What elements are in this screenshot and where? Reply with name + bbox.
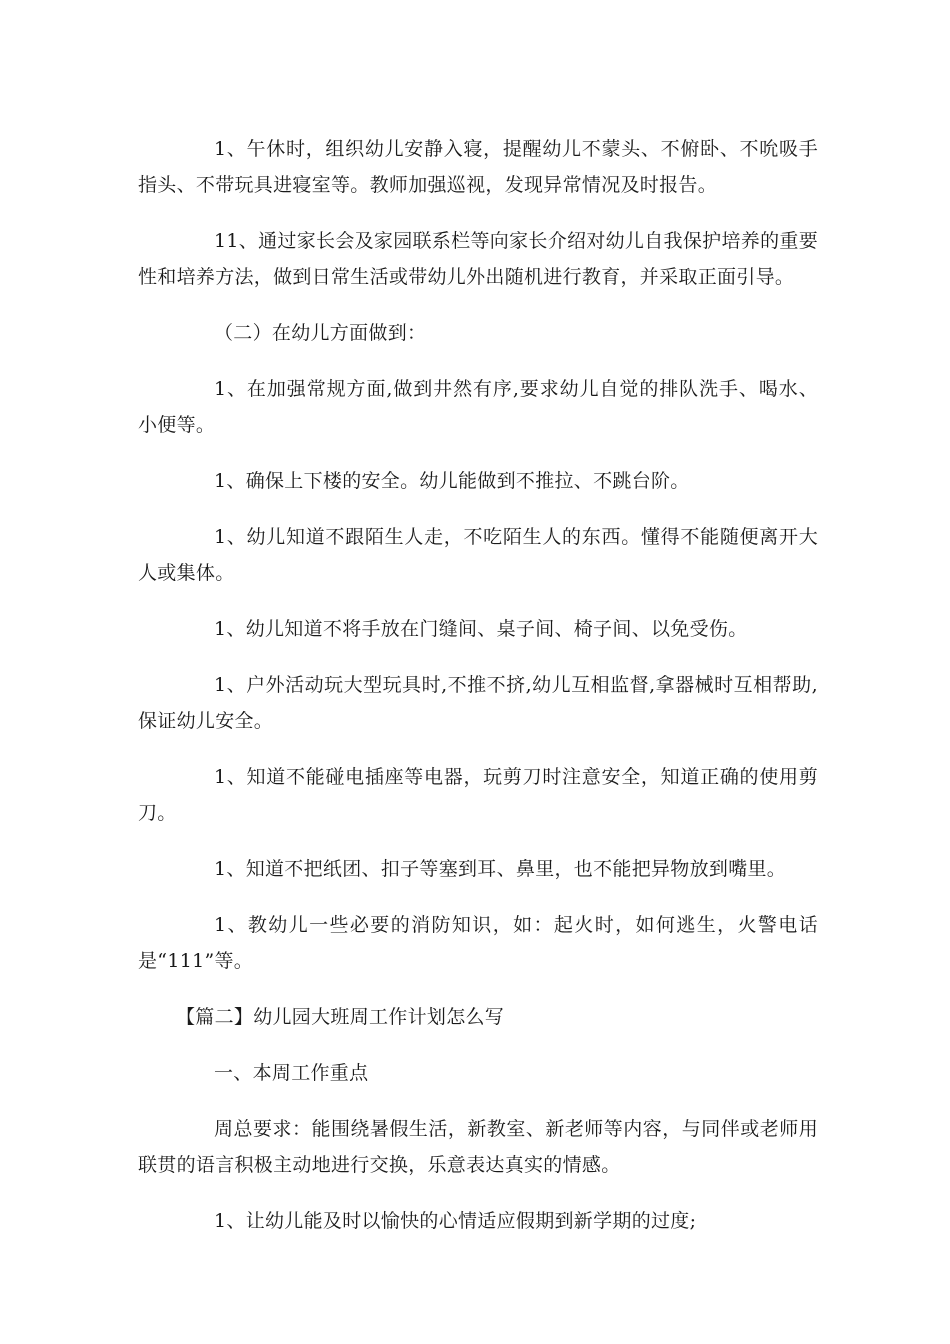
paragraph-adapt-new-term: 1、让幼儿能及时以愉快的心情适应假期到新学期的过度;	[214, 1210, 697, 1232]
paragraph-stairs: 1、确保上下楼的安全。幼儿能做到不推拉、不跳台阶。	[214, 470, 690, 492]
paragraph-children-heading: （二）在幼儿方面做到：	[214, 322, 427, 344]
paragraph-electrical-scissors: 1、知道不能碰电插座等电器，玩剪刀时注意安全，知道正确的使用剪刀。	[138, 766, 818, 824]
document-body	[138, 131, 818, 1259]
paragraph-nap-safety: 1、午休时，组织幼儿安静入寝，提醒幼儿不蒙头、不俯卧、不吮吸手指头、不带玩具进寝室等。教师加强巡视，发现异常情况及时报告。	[138, 138, 818, 196]
paragraph-parent-communication: 11、通过家长会及家园联系栏等向家长介绍对幼儿自我保护培养的重要性和培养方法，做到日常生活或带幼儿外出随机进行教育，并采取正面引导。	[138, 230, 818, 288]
paragraph-weekly-focus-heading: 一、本周工作重点	[214, 1062, 369, 1084]
paragraph-fire-safety: 1、教幼儿一些必要的消防知识，如：起火时，如何逃生，火警电话是“111”等。	[138, 914, 818, 972]
paragraph-door-gaps: 1、幼儿知道不将手放在门缝间、桌子间、椅子间、以免受伤。	[214, 618, 748, 640]
paragraph-strangers: 1、幼儿知道不跟陌生人走，不吃陌生人的东西。懂得不能随便离开大人或集体。	[138, 526, 818, 584]
paragraph-foreign-objects: 1、知道不把纸团、扣子等塞到耳、鼻里，也不能把异物放到嘴里。	[214, 858, 787, 880]
section-title-part-two: 【篇二】幼儿园大班周工作计划怎么写	[176, 1006, 505, 1028]
paragraph-routine: 1、在加强常规方面,做到井然有序,要求幼儿自觉的排队洗手、喝水、小便等。	[138, 378, 818, 436]
paragraph-outdoor-play: 1、户外活动玩大型玩具时,不推不挤,幼儿互相监督,拿器械时互相帮助,保证幼儿安全。	[138, 674, 818, 732]
paragraph-weekly-requirements: 周总要求：能围绕暑假生活，新教室、新老师等内容，与同伴或老师用联贯的语言积极主动地进行交换，乐意表达真实的情感。	[138, 1118, 818, 1176]
